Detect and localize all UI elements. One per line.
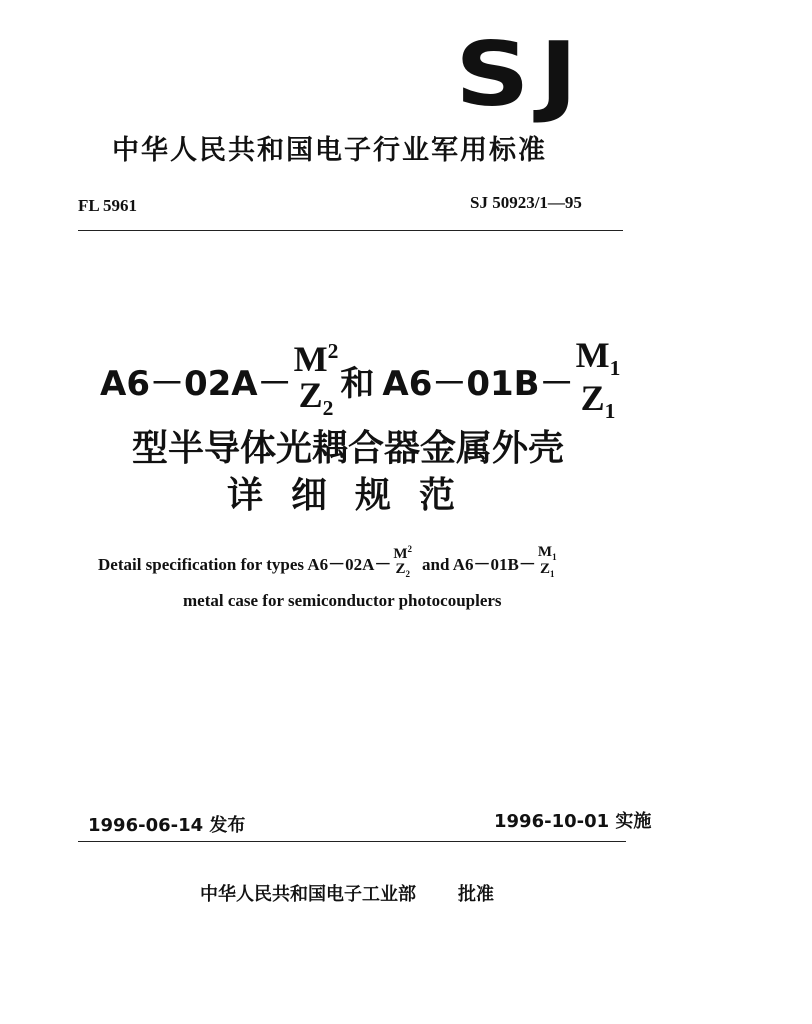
english-title-line-1 — [98, 540, 559, 584]
footer-divider — [78, 841, 626, 842]
english-fraction-a-numerator: $M^2$ — [393, 544, 413, 562]
title-part-b-numerator: $M_1$ — [575, 335, 621, 381]
approval-word: 批准 — [458, 884, 494, 905]
title-part-a-fraction — [293, 338, 339, 420]
standard-body-title: 中华人民共和国电子行业军用标准 — [112, 135, 547, 166]
english-title-lead: Detail specification for types A6－02A－ — [98, 554, 392, 574]
title-line-1 — [100, 335, 622, 424]
publish-date: 1996-06-14 发布 — [88, 815, 246, 836]
english-title-fraction-a — [393, 545, 412, 579]
title-part-b-fraction — [576, 337, 621, 423]
header-divider — [78, 230, 623, 231]
title-line-2: 型半导体光耦合器金属外壳 — [132, 428, 565, 469]
implement-date: 1996-10-01 实施 — [494, 811, 652, 832]
title-part-a-prefix: A6－02A－ — [100, 363, 292, 404]
title-conjunction: 和 — [340, 363, 375, 404]
english-fraction-a-denominator: $Z_2$ — [395, 561, 410, 579]
title-line-3: 详细规范 — [227, 475, 484, 516]
classification-code: FL 5961 — [78, 196, 138, 215]
standard-number: SJ 50923/1—95 — [470, 193, 582, 212]
english-title-and: and A6－01B－ — [422, 554, 536, 574]
title-part-a-numerator: $M^2$ — [293, 338, 339, 379]
english-fraction-b-denominator: $Z_1$ — [539, 561, 555, 579]
title-part-b-prefix: A6－01B－ — [382, 363, 574, 404]
title-part-a-denominator: $Z_2$ — [298, 374, 334, 420]
english-fraction-b-numerator: $M_1$ — [537, 544, 557, 562]
sj-logo: SJ — [455, 23, 588, 126]
english-title-fraction-b — [538, 545, 557, 579]
english-title-line-2: metal case for semiconductor photocouplers — [183, 591, 502, 610]
title-part-b-denominator: $Z_1$ — [580, 378, 616, 424]
approving-organization: 中华人民共和国电子工业部 — [200, 884, 416, 905]
